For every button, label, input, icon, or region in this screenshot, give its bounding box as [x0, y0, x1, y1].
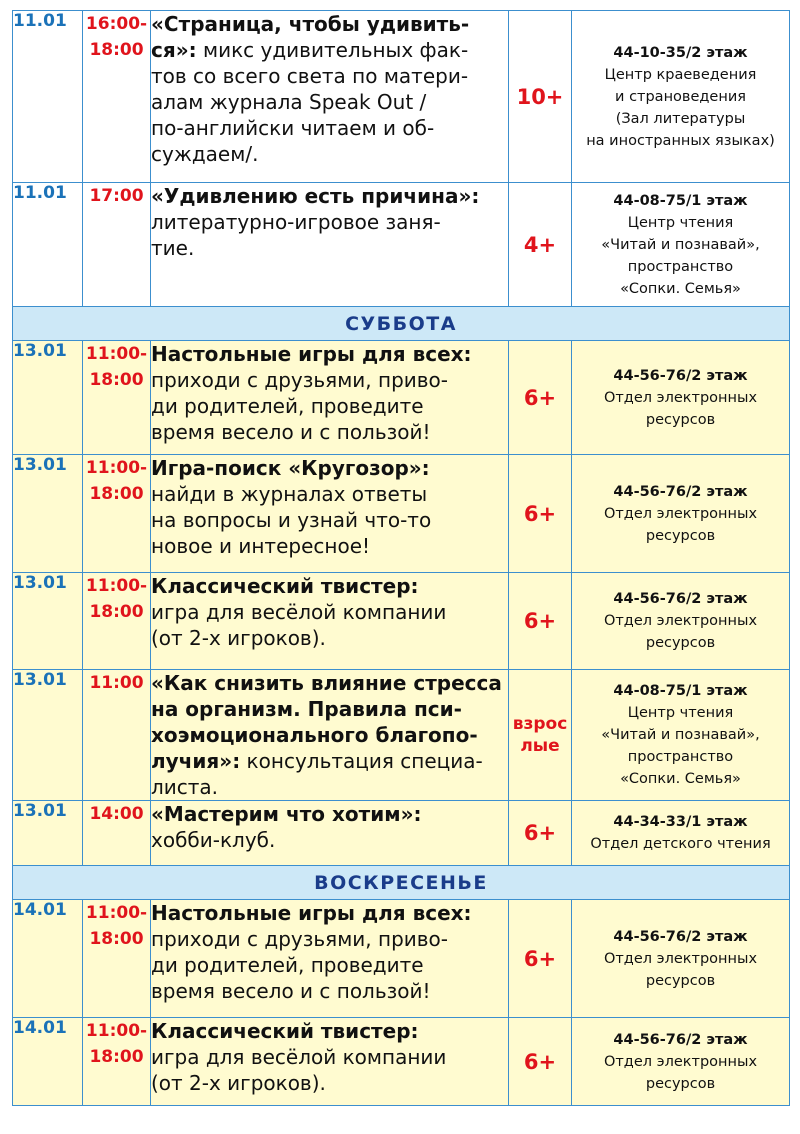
event-age-rating: 6+ [509, 573, 572, 670]
description-text: тие. [151, 236, 195, 260]
description-title: «Удивлению есть причина»: [151, 184, 480, 208]
description-text: (от 2-х игроков). [151, 1071, 326, 1095]
event-time [83, 183, 151, 307]
description-title: ся»: [151, 38, 197, 62]
event-row [13, 801, 790, 866]
description-line [151, 63, 508, 89]
description-text: суждаем/. [151, 142, 259, 166]
event-age-rating: 10+ [509, 11, 572, 183]
event-date: 13.01 [13, 341, 83, 455]
event-date: 14.01 [13, 900, 83, 1018]
description-text: тов со всего света по матери- [151, 64, 469, 88]
description-line [151, 952, 508, 978]
description-line [151, 926, 508, 952]
location-line: (Зал литературы [615, 110, 746, 127]
event-description [151, 341, 509, 455]
location-line: Центр чтения [627, 214, 734, 231]
description-text: игра для весёлой компании [151, 600, 447, 624]
location-line: ресурсов [645, 527, 716, 544]
location-line: «Читай и познавай», [601, 727, 760, 743]
location-line: пространство [627, 258, 734, 275]
location-phone: 44-08-75/1 этаж [613, 683, 748, 699]
event-description [151, 1018, 509, 1106]
description-line [151, 89, 508, 115]
event-description [151, 670, 509, 801]
event-date: 11.01 [13, 183, 83, 307]
location-line: «Сопки. Семья» [620, 280, 741, 297]
description-text: консультация специа- [240, 749, 483, 773]
location-phone: 44-56-76/2 этаж [613, 591, 748, 607]
description-text: алам журнала Speak Out / [151, 90, 427, 114]
description-title: лучия»: [151, 749, 241, 773]
description-line [151, 900, 508, 926]
location-line: Отдел детского чтения [590, 836, 771, 852]
description-line [151, 722, 508, 748]
description-line [151, 455, 508, 481]
location-line: Отдел электронных [603, 613, 758, 629]
event-age-rating: 4+ [509, 183, 572, 307]
event-location [572, 670, 790, 801]
event-time-line: 11:00- [85, 1021, 148, 1041]
event-time-line: 11:00- [85, 344, 148, 364]
event-time [83, 455, 151, 573]
event-time-line: 18:00 [89, 929, 144, 949]
event-location [572, 341, 790, 455]
event-time-line: 18:00 [89, 602, 144, 622]
event-location [572, 1018, 790, 1106]
description-line [151, 1018, 508, 1044]
description-line [151, 625, 508, 651]
description-title: Классический твистер: [151, 1019, 419, 1043]
description-title: «Мастерим что хотим»: [151, 802, 422, 826]
description-text: приходи с друзьями, приво- [151, 927, 449, 951]
location-phone: 44-56-76/2 этаж [613, 367, 748, 384]
location-line: пространство [627, 749, 734, 765]
event-description [151, 573, 509, 670]
description-text: игра для весёлой компании [151, 1045, 447, 1069]
event-date: 13.01 [13, 670, 83, 801]
description-text: время весело и с пользой! [151, 979, 431, 1003]
description-line [151, 209, 508, 235]
location-line: ресурсов [645, 972, 716, 989]
event-description [151, 183, 509, 307]
event-time [83, 1018, 151, 1106]
event-location [572, 183, 790, 307]
description-line [151, 141, 508, 167]
event-description [151, 455, 509, 573]
event-location [572, 801, 790, 866]
event-time-line: 18:00 [89, 40, 144, 60]
day-header-sunday: ВОСКРЕСЕНЬЕ [13, 866, 790, 900]
location-line: ресурсов [645, 411, 716, 428]
event-row [13, 670, 790, 801]
event-age-rating: 6+ [509, 900, 572, 1018]
description-line [151, 367, 508, 393]
event-date: 11.01 [13, 11, 83, 183]
location-phone: 44-56-76/2 этаж [613, 483, 748, 500]
event-time [83, 801, 151, 866]
event-time-line: 11:00- [85, 458, 148, 478]
event-row [13, 341, 790, 455]
event-date: 13.01 [13, 455, 83, 573]
description-text: (от 2-х игроков). [151, 626, 326, 650]
location-line: Отдел электронных [603, 1053, 758, 1070]
description-text: новое и интересное! [151, 534, 371, 558]
location-phone: 44-56-76/2 этаж [613, 928, 748, 945]
event-date: 14.01 [13, 1018, 83, 1106]
location-line: «Сопки. Семья» [620, 771, 741, 787]
description-line [151, 115, 508, 141]
location-line: ресурсов [645, 1075, 716, 1092]
description-title: на организм. Правила пси- [151, 697, 462, 721]
description-title: «Страница, чтобы удивить- [151, 12, 470, 36]
description-title: Настольные игры для всех: [151, 901, 472, 925]
event-description [151, 900, 509, 1018]
description-line [151, 599, 508, 625]
description-line [151, 507, 508, 533]
location-line: и страноведения [615, 88, 746, 105]
description-line [151, 670, 508, 696]
event-time-line: 14:00 [89, 804, 144, 824]
event-location [572, 11, 790, 183]
location-line: Отдел электронных [603, 389, 758, 406]
event-time-line: 11:00- [85, 903, 148, 923]
description-line [151, 419, 508, 445]
event-time-line: 18:00 [89, 484, 144, 504]
event-age-rating: 6+ [509, 455, 572, 573]
description-text: хобби-клуб. [151, 828, 276, 852]
event-age-rating: 6+ [509, 341, 572, 455]
description-line [151, 183, 508, 209]
description-text: найди в журналах ответы [151, 482, 428, 506]
description-line [151, 573, 508, 599]
event-time-line: 11:00 [89, 673, 144, 693]
description-text: литературно-игровое заня- [151, 210, 441, 234]
description-text: ди родителей, проведите [151, 953, 424, 977]
description-line [151, 1044, 508, 1070]
description-line [151, 11, 508, 37]
description-text: микс удивительных фак- [196, 38, 469, 62]
location-phone: 44-56-76/2 этаж [613, 1031, 748, 1048]
event-time [83, 670, 151, 801]
event-schedule-table [12, 10, 790, 1106]
description-line [151, 774, 508, 800]
event-row [13, 1018, 790, 1106]
location-line: Центр краеведения [604, 66, 757, 83]
description-line [151, 978, 508, 1004]
day-header-saturday: СУББОТА [13, 307, 790, 341]
event-age-rating: 6+ [509, 1018, 572, 1106]
description-title: Классический твистер: [151, 574, 419, 598]
description-line [151, 748, 508, 774]
event-time [83, 341, 151, 455]
description-text: ди родителей, проведите [151, 394, 424, 418]
event-time-line: 18:00 [89, 1047, 144, 1067]
location-phone: 44-10-35/2 этаж [613, 44, 748, 61]
event-time [83, 573, 151, 670]
description-line [151, 235, 508, 261]
event-time-line: 18:00 [89, 370, 144, 390]
location-line: Отдел электронных [603, 505, 758, 522]
description-line [151, 481, 508, 507]
event-time-line: 11:00- [85, 576, 148, 596]
description-line [151, 801, 508, 827]
event-description [151, 801, 509, 866]
description-text: листа. [151, 775, 219, 799]
description-text: приходи с друзьями, приво- [151, 368, 449, 392]
description-line [151, 696, 508, 722]
event-location [572, 455, 790, 573]
description-title: «Как снизить влияние стресса [151, 671, 502, 695]
event-location [572, 573, 790, 670]
description-line [151, 533, 508, 559]
event-time-line: 17:00 [89, 186, 144, 206]
description-line [151, 1070, 508, 1096]
location-phone: 44-08-75/1 этаж [613, 192, 748, 209]
description-text: по-английски читаем и об- [151, 116, 435, 140]
description-line [151, 341, 508, 367]
description-line [151, 827, 508, 853]
location-line: «Читай и познавай», [601, 236, 760, 253]
event-row [13, 900, 790, 1018]
event-date: 13.01 [13, 801, 83, 866]
location-line: на иностранных языках) [586, 132, 775, 149]
event-time-line: 16:00- [85, 14, 148, 34]
event-row [13, 573, 790, 670]
day-header-row [13, 866, 790, 900]
event-location [572, 900, 790, 1018]
location-phone: 44-34-33/1 этаж [613, 814, 748, 830]
location-line: ресурсов [645, 635, 716, 651]
description-title: Игра-поиск «Кругозор»: [151, 456, 430, 480]
location-line: Центр чтения [627, 705, 734, 721]
description-text: время весело и с пользой! [151, 420, 431, 444]
event-age-rating: взрос лые [509, 670, 572, 801]
event-date: 13.01 [13, 573, 83, 670]
event-row [13, 183, 790, 307]
description-title: хоэмоционального благопо- [151, 723, 478, 747]
event-description [151, 11, 509, 183]
event-time [83, 11, 151, 183]
description-title: Настольные игры для всех: [151, 342, 472, 366]
event-time [83, 900, 151, 1018]
day-header-row [13, 307, 790, 341]
location-line: Отдел электронных [603, 950, 758, 967]
event-row [13, 11, 790, 183]
description-line [151, 393, 508, 419]
description-line [151, 37, 508, 63]
event-row [13, 455, 790, 573]
description-text: на вопросы и узнай что-то [151, 508, 432, 532]
event-age-rating: 6+ [509, 801, 572, 866]
